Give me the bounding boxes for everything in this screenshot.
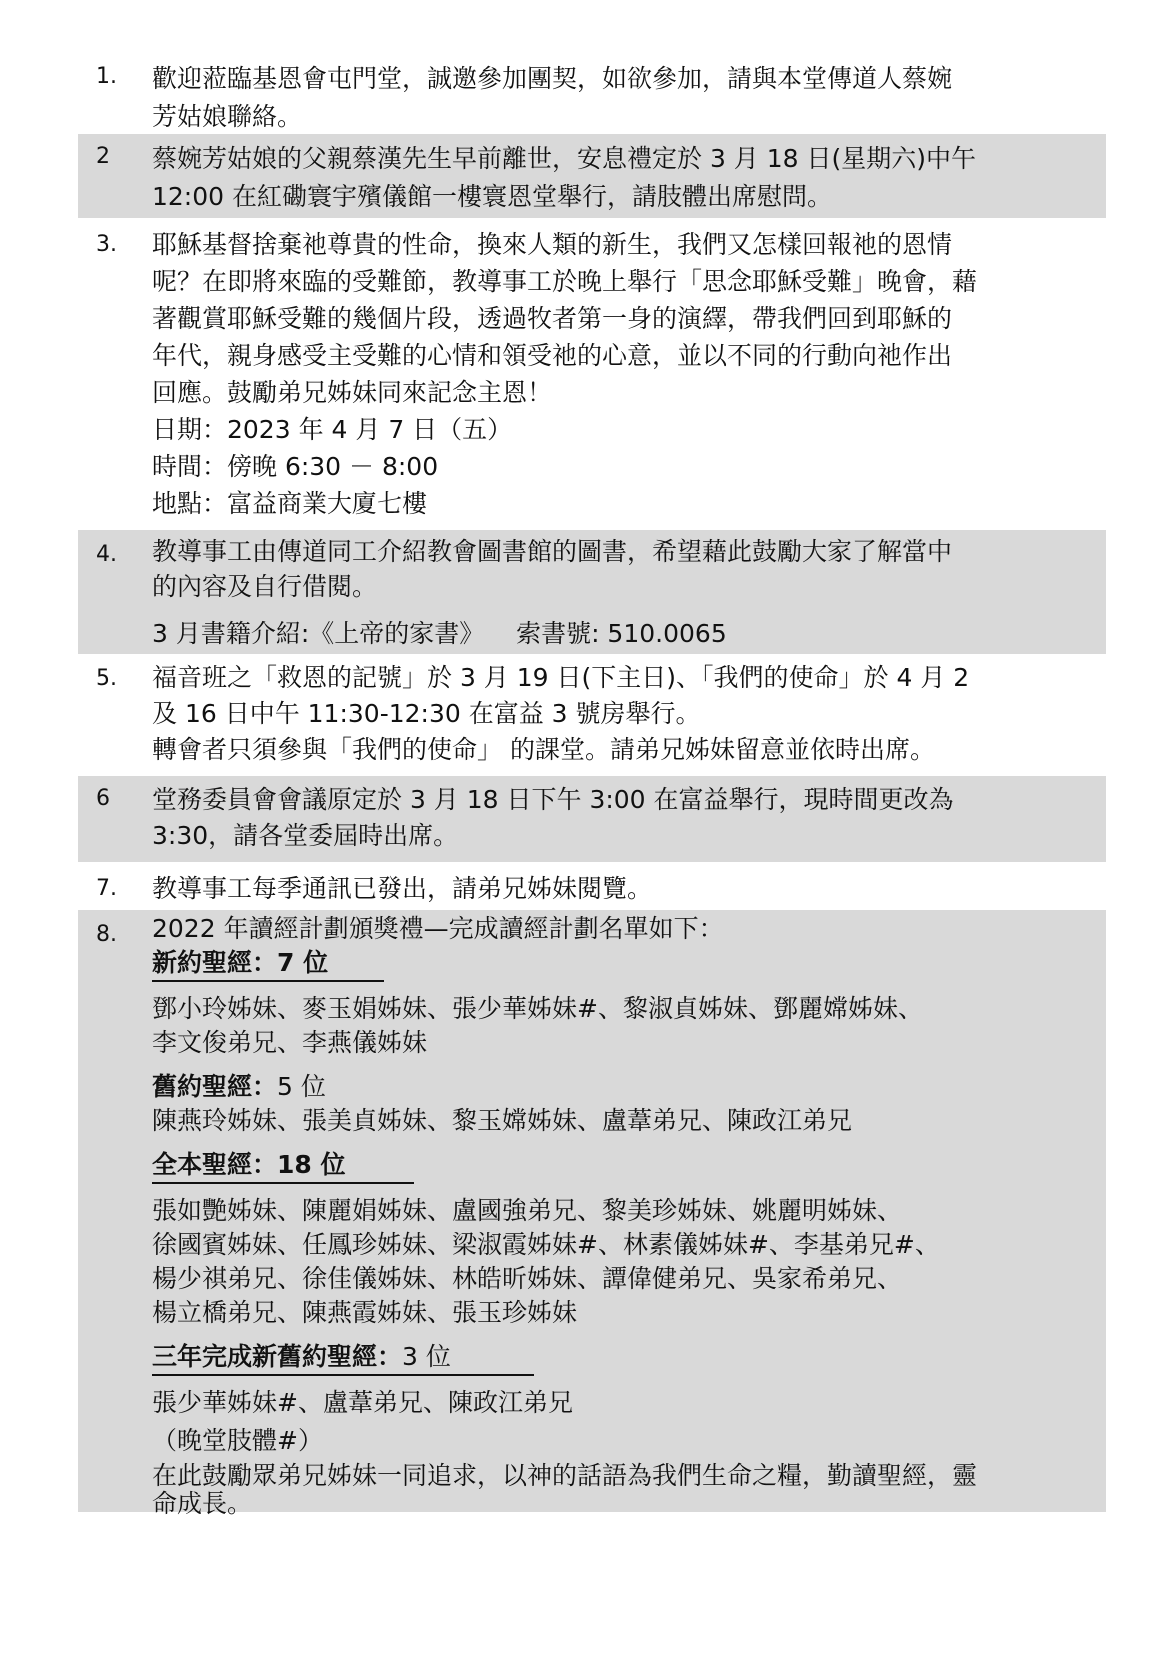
- item-text-line: 3:30，請各堂委屆時出席。: [152, 821, 459, 850]
- full-bible-heading: 全本聖經：18 位: [152, 1148, 414, 1184]
- item-number: 3.: [96, 232, 117, 257]
- item-text-line: 回應。鼓勵弟兄姊妹同來記念主恩！: [152, 378, 553, 407]
- item-number: 8.: [96, 922, 117, 947]
- item-number: 4.: [96, 542, 117, 567]
- reading-plan-intro: 2022 年讀經計劃頒獎禮—完成讀經計劃名單如下：: [152, 914, 724, 943]
- three-year-heading: 三年完成新舊約聖經：3 位: [152, 1340, 534, 1376]
- notice-item-6: [78, 776, 1106, 862]
- name-list-line: 張少華姊妹#、盧葦弟兄、陳政江弟兄: [152, 1388, 573, 1417]
- item-text-line: 著觀賞耶穌受難的幾個片段，透過牧者第一身的演繹，帶我們回到耶穌的: [152, 304, 953, 333]
- event-date: 日期：2023 年 4 月 7 日（五）: [152, 415, 513, 444]
- name-list-line: 張如艷姊妹、陳麗娟姊妹、盧國強弟兄、黎美珍姊妹、姚麗明姊妹、: [152, 1196, 903, 1225]
- item-number: 7.: [96, 876, 117, 901]
- notice-item-3: [78, 226, 1106, 526]
- event-location: 地點：富益商業大廈七樓: [152, 489, 428, 518]
- item-text-line: 蔡婉芳姑娘的父親蔡漢先生早前離世，安息禮定於 3 月 18 日(星期六)中午: [152, 144, 977, 173]
- item-text-line: 轉會者只須參與「我們的使命」 的課堂。請弟兄姊妹留意並依時出席。: [152, 735, 935, 764]
- new-testament-heading: 新約聖經：7 位: [152, 946, 384, 982]
- item-number: 5.: [96, 666, 117, 691]
- name-list-line: 鄧小玲姊妹、麥玉娟姊妹、張少華姊妹#、黎淑貞姊妹、鄧麗嫦姊妹、: [152, 994, 923, 1023]
- item-text-line: 歡迎蒞臨基恩會屯門堂，誠邀參加團契，如欲參加，請與本堂傳道人蔡婉: [152, 64, 953, 93]
- item-number: 2: [96, 144, 110, 169]
- item-number: 1.: [96, 64, 117, 89]
- item-text-line: 呢？在即將來臨的受難節，教導事工於晚上舉行「思念耶穌受難」晚會，藉: [152, 267, 978, 296]
- old-testament-heading: 舊約聖經：5 位: [152, 1072, 326, 1101]
- closing-text-line: 命成長。: [152, 1489, 253, 1518]
- item-text-line: 教導事工每季通訊已發出，請弟兄姊妹閱覽。: [152, 874, 653, 903]
- item-text-line: 12:00 在紅磡寰宇殯儀館一樓寰恩堂舉行，請肢體出席慰問。: [152, 182, 832, 211]
- name-list-line: 陳燕玲姊妹、張美貞姊妹、黎玉嫦姊妹、盧葦弟兄、陳政江弟兄: [152, 1106, 853, 1135]
- name-list-line: 楊少祺弟兄、徐佳儀姊妹、林皓昕姊妹、譚偉健弟兄、吳家希弟兄、: [152, 1264, 903, 1293]
- item-text-line: 芳姑娘聯絡。: [152, 102, 303, 131]
- item-number: 6: [96, 786, 110, 811]
- notice-item-1: [78, 58, 1106, 134]
- notice-item-4: [78, 530, 1106, 654]
- name-list-line: 徐國賓姊妹、任鳳珍姊妹、梁淑霞姊妹#、林素儀姊妹#、李基弟兄#、: [152, 1230, 940, 1259]
- notice-item-2: [78, 134, 1106, 218]
- evening-service-note: （晚堂肢體#）: [152, 1426, 323, 1455]
- item-text-line: 及 16 日中午 11:30-12:30 在富益 3 號房舉行。: [152, 699, 701, 728]
- name-list-line: 楊立橋弟兄、陳燕霞姊妹、張玉珍姊妹: [152, 1298, 578, 1327]
- event-time: 時間：傍晚 6:30 － 8:00: [152, 452, 439, 481]
- item-text-line: 福音班之「救恩的記號」於 3 月 19 日(下主日)、「我們的使命」於 4 月 2: [152, 663, 970, 692]
- item-text-line: 堂務委員會會議原定於 3 月 18 日下午 3:00 在富益舉行，現時間更改為: [152, 785, 954, 814]
- item-text-line: 的內容及自行借閱。: [152, 572, 378, 601]
- book-introduction: 3 月書籍介紹:《上帝的家書》 索書號: 510.0065: [152, 619, 727, 648]
- item-text-line: 年代，親身感受主受難的心情和領受祂的心意，並以不同的行動向祂作出: [152, 341, 953, 370]
- closing-text-line: 在此鼓勵眾弟兄姊妹一同追求，以神的話語為我們生命之糧，勤讀聖經，靈: [152, 1461, 978, 1490]
- item-text-line: 耶穌基督捨棄祂尊貴的性命，換來人類的新生，我們又怎樣回報祂的恩情: [152, 230, 953, 259]
- notice-item-8: [78, 910, 1106, 1518]
- notice-item-5: [78, 660, 1106, 770]
- notice-item-7: [78, 866, 1106, 910]
- item-text-line: 教導事工由傳道同工介紹教會圖書館的圖書，希望藉此鼓勵大家了解當中: [152, 537, 953, 566]
- name-list-line: 李文俊弟兄、李燕儀姊妹: [152, 1028, 428, 1057]
